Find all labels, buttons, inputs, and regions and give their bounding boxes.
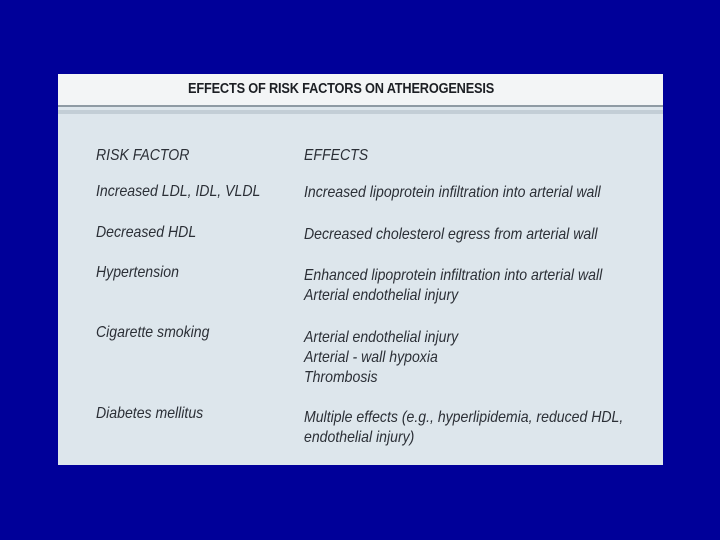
title-bar [58,74,663,107]
risk-factor-cell: Hypertension [96,264,179,281]
effects-cell [304,225,597,245]
effects-header: EFFECTS [304,147,369,164]
effect-line: endothelial injury) [304,429,415,446]
effects-cell [304,183,601,203]
slide-card [58,74,663,465]
effect-line: Enhanced lipoprotein infiltration into arterial wall [304,267,603,284]
risk-factor-cell: Diabetes mellitus [96,405,204,422]
effect-line: Decreased cholesterol egress from arterial wall [304,226,598,243]
effect-line: Arterial endothelial injury [304,287,459,304]
risk-factor-cell: Cigarette smoking [96,324,210,341]
effects-cell [304,266,602,306]
risk-factor-header: RISK FACTOR [96,147,190,164]
effect-line: Increased lipoprotein infiltration into arterial wall [304,184,601,201]
effects-cell [304,408,623,448]
slide-title: EFFECTS OF RISK FACTORS ON ATHEROGENESIS [188,81,495,97]
divider [58,110,663,114]
risk-factor-cell: Increased LDL, IDL, VLDL [96,183,261,200]
effect-line: Multiple effects (e.g., hyperlipidemia, reduced HDL, [304,409,624,426]
effect-line: Arterial - wall hypoxia [304,349,438,366]
risk-factor-cell: Decreased HDL [96,224,197,241]
effects-cell [304,328,458,388]
effect-line: Thrombosis [304,369,378,386]
effect-line: Arterial endothelial injury [304,329,459,346]
